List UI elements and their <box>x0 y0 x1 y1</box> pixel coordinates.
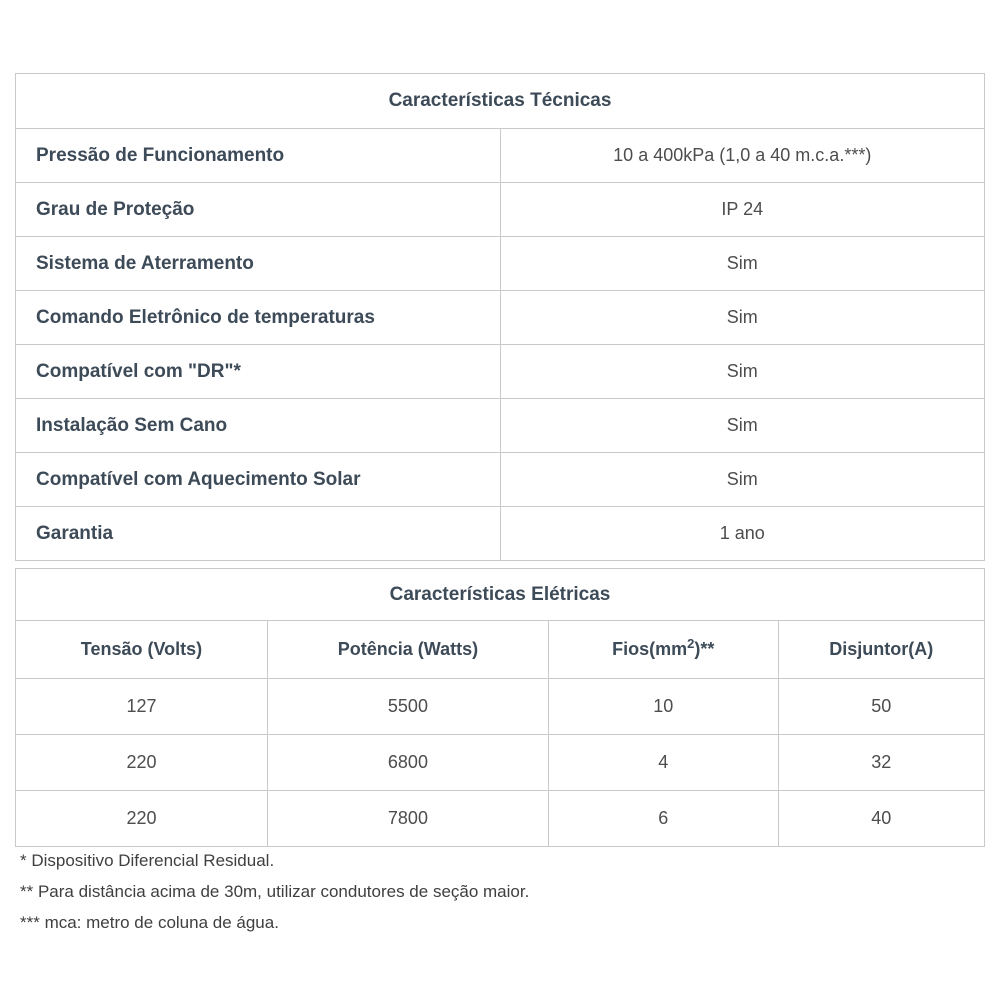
table-row <box>16 735 985 791</box>
column-header-disjuntor: Disjuntor(A) <box>778 621 984 679</box>
cell-fios: 4 <box>548 735 778 791</box>
table-row <box>16 679 985 735</box>
technical-table-title: Características Técnicas <box>16 74 985 129</box>
cell-fios: 6 <box>548 791 778 847</box>
cell-potencia: 7800 <box>267 791 548 847</box>
table-row <box>16 291 985 345</box>
spec-value: 10 a 400kPa (1,0 a 40 m.c.a.***) <box>500 129 985 183</box>
spec-value: 1 ano <box>500 507 985 561</box>
spec-label: Pressão de Funcionamento <box>16 129 501 183</box>
electrical-table-title: Características Elétricas <box>16 569 985 621</box>
spec-label: Comando Eletrônico de temperaturas <box>16 291 501 345</box>
spec-value: Sim <box>500 399 985 453</box>
spec-value: Sim <box>500 453 985 507</box>
footnote-fios: ** Para distância acima de 30m, utilizar condutores de seção maior. <box>20 882 530 901</box>
spec-value: Sim <box>500 345 985 399</box>
spec-label: Sistema de Aterramento <box>16 237 501 291</box>
table-row <box>16 791 985 847</box>
cell-disjuntor: 40 <box>778 791 984 847</box>
cell-tensao: 220 <box>16 791 268 847</box>
table-row <box>16 399 985 453</box>
cell-tensao: 220 <box>16 735 268 791</box>
electrical-characteristics-table <box>15 568 985 847</box>
technical-characteristics-table <box>15 73 985 561</box>
table-title-row <box>16 74 985 129</box>
cell-disjuntor: 32 <box>778 735 984 791</box>
table-row <box>16 129 985 183</box>
cell-disjuntor: 50 <box>778 679 984 735</box>
footnote-mca: *** mca: metro de coluna de água. <box>20 913 279 932</box>
spec-label: Compatível com "DR"* <box>16 345 501 399</box>
footnote-dr: * Dispositivo Diferencial Residual. <box>20 851 275 870</box>
table-row <box>16 183 985 237</box>
cell-potencia: 6800 <box>267 735 548 791</box>
column-header-row <box>16 621 985 679</box>
spec-value: Sim <box>500 237 985 291</box>
spec-label: Grau de Proteção <box>16 183 501 237</box>
spec-value: IP 24 <box>500 183 985 237</box>
table-row <box>16 237 985 291</box>
table-row <box>16 345 985 399</box>
column-header-fios <box>548 621 778 679</box>
fios-superscript: 2 <box>687 636 695 651</box>
footnotes-block <box>20 845 529 938</box>
column-header-tensao: Tensão (Volts) <box>16 621 268 679</box>
table-row <box>16 507 985 561</box>
cell-fios: 10 <box>548 679 778 735</box>
cell-potencia: 5500 <box>267 679 548 735</box>
fios-suffix: )** <box>694 639 715 659</box>
spec-label: Garantia <box>16 507 501 561</box>
spec-value: Sim <box>500 291 985 345</box>
spec-label: Compatível com Aquecimento Solar <box>16 453 501 507</box>
fios-prefix: Fios(mm <box>612 639 688 659</box>
cell-tensao: 127 <box>16 679 268 735</box>
table-row <box>16 453 985 507</box>
table-title-row <box>16 569 985 621</box>
column-header-potencia: Potência (Watts) <box>267 621 548 679</box>
spec-label: Instalação Sem Cano <box>16 399 501 453</box>
